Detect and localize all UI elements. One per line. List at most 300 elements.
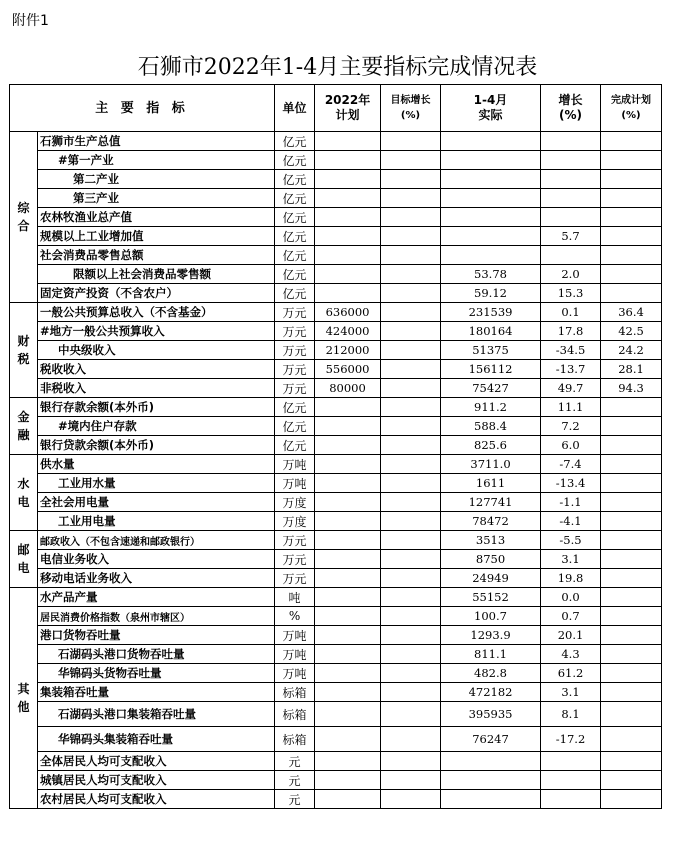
indicator-name: 固定资产投资（不含农户） [38,284,275,303]
indicator-name: #第一产业 [38,151,275,170]
table-row [10,303,662,322]
completion-cell [601,170,662,189]
table-row [10,398,662,417]
indicator-name: 税收收入 [38,360,275,379]
unit-cell: 万元 [275,569,315,588]
unit-cell: 万元 [275,550,315,569]
category-cell: 邮 电 [10,531,38,588]
unit-cell: 亿元 [275,189,315,208]
unit-cell: 亿元 [275,398,315,417]
plan-cell [315,683,381,702]
table-row [10,170,662,189]
growth-cell: 4.3 [541,645,601,664]
indicator-name: 供水量 [38,455,275,474]
plan-cell [315,727,381,752]
growth-cell: 0.1 [541,303,601,322]
growth-cell: 7.2 [541,417,601,436]
growth-cell: 19.8 [541,569,601,588]
target-growth-cell [381,284,441,303]
plan-cell [315,284,381,303]
attachment-label: 附件1 [12,13,49,29]
completion-cell [601,588,662,607]
table-row [10,645,662,664]
indicator-name: 华锦码头货物吞吐量 [38,664,275,683]
target-growth-cell [381,417,441,436]
completion-cell [601,132,662,151]
indicator-name: 石湖码头港口货物吞吐量 [38,645,275,664]
indicator-name: 非税收入 [38,379,275,398]
actual-cell: 588.4 [441,417,541,436]
plan-cell [315,151,381,170]
unit-cell: 亿元 [275,132,315,151]
actual-cell: 51375 [441,341,541,360]
actual-cell: 1293.9 [441,626,541,645]
header-unit: 单位 [275,85,315,132]
completion-cell [601,398,662,417]
actual-cell [441,170,541,189]
indicator-name: 限额以上社会消费品零售额 [38,265,275,284]
plan-cell [315,417,381,436]
table-row [10,588,662,607]
unit-cell: 万吨 [275,626,315,645]
indicator-name: 集装箱吞吐量 [38,683,275,702]
target-growth-cell [381,771,441,790]
indicator-name: 社会消费品零售总额 [38,246,275,265]
table-row [10,790,662,809]
unit-cell: 万元 [275,322,315,341]
target-growth-cell [381,607,441,626]
plan-cell [315,189,381,208]
completion-cell [601,227,662,246]
growth-cell [541,208,601,227]
category-cell: 水 电 [10,455,38,531]
unit-cell: 吨 [275,588,315,607]
plan-cell [315,790,381,809]
completion-cell [601,531,662,550]
growth-cell: -13.4 [541,474,601,493]
target-growth-cell [381,151,441,170]
indicator-name: 工业用水量 [38,474,275,493]
plan-cell [315,493,381,512]
growth-cell [541,170,601,189]
target-growth-cell [381,702,441,727]
table-row [10,683,662,702]
plan-cell [315,664,381,683]
indicators-table [9,84,662,809]
actual-cell: 911.2 [441,398,541,417]
plan-cell [315,702,381,727]
growth-cell: 3.1 [541,550,601,569]
table-row [10,341,662,360]
completion-cell [601,246,662,265]
completion-cell [601,455,662,474]
growth-cell: 49.7 [541,379,601,398]
target-growth-cell [381,683,441,702]
target-growth-cell [381,588,441,607]
plan-cell [315,512,381,531]
header-completion [601,85,662,132]
growth-cell: -7.4 [541,455,601,474]
actual-cell: 1611 [441,474,541,493]
target-growth-cell [381,170,441,189]
target-growth-cell [381,360,441,379]
indicator-name: 第二产业 [38,170,275,189]
plan-cell [315,645,381,664]
growth-cell: 15.3 [541,284,601,303]
unit-cell: 万吨 [275,455,315,474]
table-row [10,607,662,626]
plan-cell [315,474,381,493]
unit-cell: 元 [275,790,315,809]
unit-cell: 万度 [275,493,315,512]
table-row [10,569,662,588]
target-growth-cell [381,132,441,151]
growth-cell: -5.5 [541,531,601,550]
table-row [10,550,662,569]
target-growth-cell [381,227,441,246]
actual-cell: 55152 [441,588,541,607]
unit-cell: 亿元 [275,246,315,265]
actual-cell [441,771,541,790]
actual-cell: 24949 [441,569,541,588]
plan-cell [315,771,381,790]
target-growth-cell [381,208,441,227]
unit-cell: 亿元 [275,284,315,303]
plan-cell [315,246,381,265]
table-row [10,227,662,246]
completion-cell [601,771,662,790]
category-cell: 其 他 [10,588,38,809]
target-growth-cell [381,645,441,664]
unit-cell: 标箱 [275,727,315,752]
unit-cell: 亿元 [275,227,315,246]
growth-cell [541,151,601,170]
indicator-name: 邮政收入（不包含速递和邮政银行） [38,531,275,550]
indicator-name: 规模以上工业增加值 [38,227,275,246]
plan-cell [315,752,381,771]
target-growth-cell [381,303,441,322]
target-growth-cell [381,379,441,398]
growth-cell: 11.1 [541,398,601,417]
target-growth-cell [381,398,441,417]
indicator-name: 银行贷款余额(本外币) [38,436,275,455]
plan-cell: 556000 [315,360,381,379]
plan-cell [315,569,381,588]
table-row [10,246,662,265]
header-completion-text: 完成计划 (%) [611,95,652,121]
table-row [10,455,662,474]
growth-cell: -17.2 [541,727,601,752]
target-growth-cell [381,493,441,512]
header-target-growth [381,85,441,132]
table-row [10,771,662,790]
growth-cell: -34.5 [541,341,601,360]
category-cell: 综 合 [10,132,38,303]
actual-cell: 231539 [441,303,541,322]
header-indicator: 主 要 指 标 [10,85,275,132]
target-growth-cell [381,790,441,809]
growth-cell: 17.8 [541,322,601,341]
unit-cell: 万元 [275,341,315,360]
unit-cell: 万元 [275,303,315,322]
actual-cell: 78472 [441,512,541,531]
completion-cell [601,208,662,227]
growth-cell: 5.7 [541,227,601,246]
indicator-name: 水产品产量 [38,588,275,607]
actual-cell: 180164 [441,322,541,341]
completion-cell [601,702,662,727]
unit-cell: 万度 [275,512,315,531]
plan-cell [315,132,381,151]
target-growth-cell [381,246,441,265]
completion-cell [601,151,662,170]
actual-cell: 75427 [441,379,541,398]
header-growth [541,85,601,132]
completion-cell [601,417,662,436]
completion-cell [601,569,662,588]
indicator-name: 中央级收入 [38,341,275,360]
completion-cell [601,550,662,569]
actual-cell [441,151,541,170]
indicator-name: 一般公共预算总收入（不含基金） [38,303,275,322]
actual-cell: 811.1 [441,645,541,664]
table-row [10,436,662,455]
growth-cell: 3.1 [541,683,601,702]
indicator-name: 农村居民人均可支配收入 [38,790,275,809]
plan-cell [315,626,381,645]
unit-cell: 亿元 [275,208,315,227]
completion-cell [601,493,662,512]
unit-cell: 万吨 [275,645,315,664]
completion-cell [601,664,662,683]
table-row [10,132,662,151]
unit-cell: 万元 [275,360,315,379]
actual-cell: 76247 [441,727,541,752]
growth-cell: 20.1 [541,626,601,645]
growth-cell: 61.2 [541,664,601,683]
table-row [10,493,662,512]
indicator-name: 农林牧渔业总产值 [38,208,275,227]
indicator-name: 工业用电量 [38,512,275,531]
actual-cell [441,189,541,208]
actual-cell: 100.7 [441,607,541,626]
unit-cell: 万吨 [275,664,315,683]
actual-cell: 3513 [441,531,541,550]
completion-cell [601,607,662,626]
target-growth-cell [381,436,441,455]
actual-cell: 825.6 [441,436,541,455]
plan-cell: 636000 [315,303,381,322]
header-target-growth-text: 目标增长 (%) [390,95,431,121]
completion-cell: 94.3 [601,379,662,398]
completion-cell [601,436,662,455]
growth-cell: 2.0 [541,265,601,284]
indicator-name: 电信业务收入 [38,550,275,569]
plan-cell [315,170,381,189]
completion-cell [601,727,662,752]
plan-cell [315,208,381,227]
actual-cell [441,246,541,265]
unit-cell: 万元 [275,531,315,550]
unit-cell: 万元 [275,379,315,398]
completion-cell [601,474,662,493]
indicator-name: #境内住户存款 [38,417,275,436]
actual-cell: 472182 [441,683,541,702]
target-growth-cell [381,512,441,531]
indicator-name: #地方一般公共预算收入 [38,322,275,341]
header-actual-text: 1-4月 实际 [473,93,508,122]
completion-cell: 42.5 [601,322,662,341]
target-growth-cell [381,341,441,360]
growth-cell: -4.1 [541,512,601,531]
target-growth-cell [381,531,441,550]
completion-cell [601,790,662,809]
category-cell: 金 融 [10,398,38,455]
indicator-name: 第三产业 [38,189,275,208]
indicator-name: 石狮市生产总值 [38,132,275,151]
unit-cell: 亿元 [275,436,315,455]
completion-cell [601,626,662,645]
header-actual [441,85,541,132]
actual-cell: 59.12 [441,284,541,303]
indicator-name: 全体居民人均可支配收入 [38,752,275,771]
indicator-name: 银行存款余额(本外币) [38,398,275,417]
table-body [10,132,662,809]
growth-cell [541,132,601,151]
indicator-name: 居民消费价格指数（泉州市辖区） [38,607,275,626]
unit-cell: 亿元 [275,170,315,189]
table-row [10,322,662,341]
growth-cell: -13.7 [541,360,601,379]
table-row [10,512,662,531]
target-growth-cell [381,189,441,208]
table-row [10,284,662,303]
actual-cell: 395935 [441,702,541,727]
growth-cell: 0.0 [541,588,601,607]
completion-cell: 28.1 [601,360,662,379]
plan-cell [315,588,381,607]
unit-cell: 元 [275,752,315,771]
table-row [10,379,662,398]
plan-cell: 212000 [315,341,381,360]
target-growth-cell [381,474,441,493]
actual-cell [441,790,541,809]
target-growth-cell [381,550,441,569]
category-cell: 财 税 [10,303,38,398]
completion-cell [601,512,662,531]
plan-cell [315,265,381,284]
actual-cell [441,208,541,227]
table-row [10,702,662,727]
header-plan-text: 2022年 计划 [324,93,371,122]
actual-cell [441,227,541,246]
unit-cell: 元 [275,771,315,790]
plan-cell: 424000 [315,322,381,341]
unit-cell: 亿元 [275,151,315,170]
table-row [10,531,662,550]
completion-cell: 36.4 [601,303,662,322]
growth-cell: 6.0 [541,436,601,455]
page-title: 石狮市2022年1-4月主要指标完成情况表 [137,55,538,80]
table-row [10,265,662,284]
plan-cell [315,436,381,455]
plan-cell [315,227,381,246]
indicator-name: 石湖码头港口集装箱吞吐量 [38,702,275,727]
actual-cell: 482.8 [441,664,541,683]
growth-cell: -1.1 [541,493,601,512]
actual-cell: 3711.0 [441,455,541,474]
actual-cell [441,132,541,151]
plan-cell [315,607,381,626]
table-row [10,474,662,493]
completion-cell [601,752,662,771]
target-growth-cell [381,569,441,588]
completion-cell [601,284,662,303]
table-header-row [10,85,662,132]
table-row [10,151,662,170]
growth-cell: 8.1 [541,702,601,727]
completion-cell [601,189,662,208]
actual-cell: 127741 [441,493,541,512]
growth-cell [541,246,601,265]
actual-cell [441,752,541,771]
table-row [10,626,662,645]
unit-cell: 亿元 [275,417,315,436]
unit-cell: % [275,607,315,626]
unit-cell: 标箱 [275,702,315,727]
completion-cell [601,265,662,284]
table-row [10,417,662,436]
target-growth-cell [381,664,441,683]
actual-cell: 156112 [441,360,541,379]
growth-cell: 0.7 [541,607,601,626]
growth-cell [541,189,601,208]
unit-cell: 标箱 [275,683,315,702]
header-plan [315,85,381,132]
table-row [10,727,662,752]
indicator-name: 华锦码头集装箱吞吐量 [38,727,275,752]
table-row [10,752,662,771]
completion-cell [601,683,662,702]
table-row [10,189,662,208]
unit-cell: 万吨 [275,474,315,493]
target-growth-cell [381,626,441,645]
table-row [10,664,662,683]
indicator-name: 城镇居民人均可支配收入 [38,771,275,790]
table-row [10,360,662,379]
unit-cell: 亿元 [275,265,315,284]
indicator-name: 全社会用电量 [38,493,275,512]
plan-cell [315,398,381,417]
actual-cell: 8750 [441,550,541,569]
completion-cell [601,645,662,664]
plan-cell: 80000 [315,379,381,398]
target-growth-cell [381,265,441,284]
actual-cell: 53.78 [441,265,541,284]
plan-cell [315,531,381,550]
completion-cell: 24.2 [601,341,662,360]
indicator-name: 港口货物吞吐量 [38,626,275,645]
target-growth-cell [381,752,441,771]
plan-cell [315,455,381,474]
target-growth-cell [381,727,441,752]
target-growth-cell [381,455,441,474]
target-growth-cell [381,322,441,341]
table-row [10,208,662,227]
growth-cell [541,771,601,790]
indicator-name: 移动电话业务收入 [38,569,275,588]
growth-cell [541,752,601,771]
